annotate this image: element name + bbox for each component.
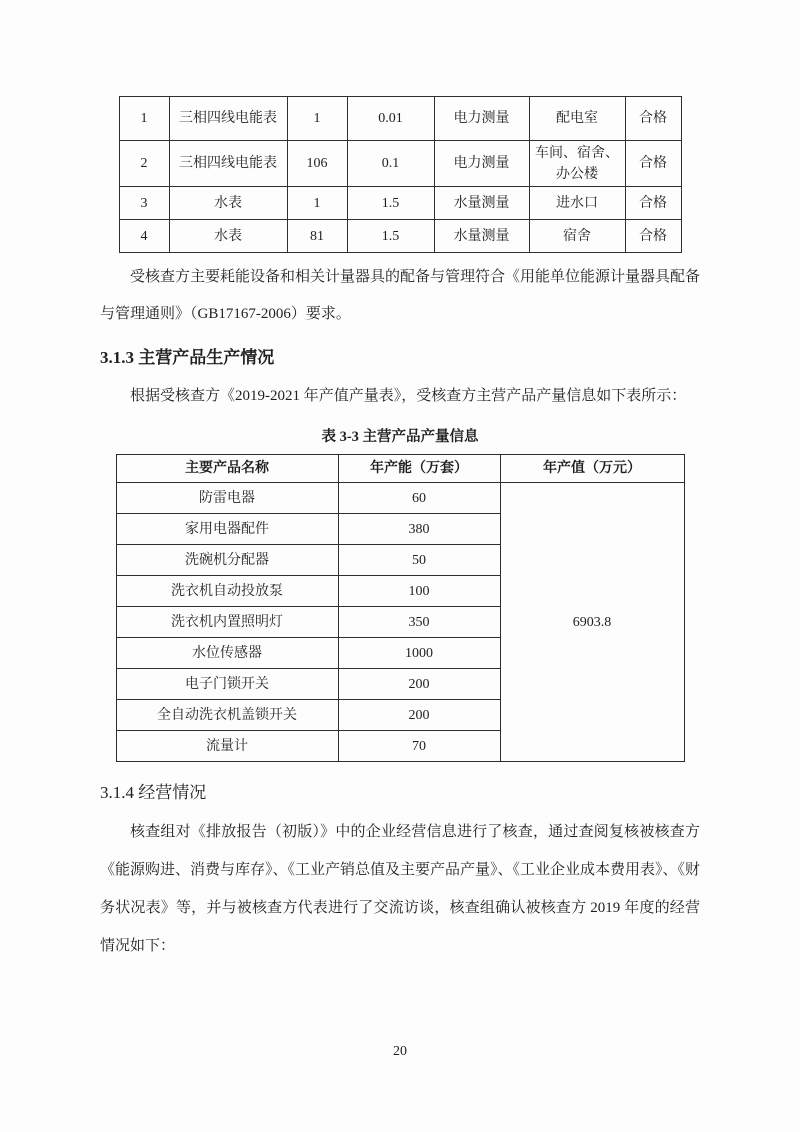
table-row (119, 141, 681, 187)
purpose-cell: 电力测量 (434, 141, 529, 187)
product-name-cell: 电子门锁开关 (116, 669, 338, 700)
table-row (119, 97, 681, 141)
capacity-cell: 50 (338, 545, 500, 576)
product-name-cell: 家用电器配件 (116, 514, 338, 545)
product-name-cell: 流量计 (116, 731, 338, 762)
heading-section-3-1-3: 3.1.3 主营产品生产情况 (100, 348, 275, 367)
product-name-cell: 洗衣机自动投放泵 (116, 576, 338, 607)
capacity-cell: 380 (338, 514, 500, 545)
location-cell: 配电室 (529, 97, 625, 141)
device-name-cell: 三相四线电能表 (169, 141, 287, 187)
quantity-cell: 1 (287, 187, 347, 220)
purpose-cell: 水量测量 (434, 187, 529, 220)
accuracy-cell: 0.01 (347, 97, 434, 141)
result-cell: 合格 (625, 141, 681, 187)
value-header: 年产值（万元） (500, 455, 684, 483)
row-number-cell: 1 (119, 97, 169, 141)
table-3-3-caption: 表 3-3 主营产品产量信息 (321, 429, 479, 445)
capacity-cell: 200 (338, 669, 500, 700)
accuracy-cell: 1.5 (347, 187, 434, 220)
result-cell: 合格 (625, 187, 681, 220)
paragraph-production-intro: 根据受核查方《2019-2021 年产值产量表》，受核查方主营产品产量信息如下表所示： (130, 388, 687, 404)
accuracy-cell: 0.1 (347, 141, 434, 187)
result-cell: 合格 (625, 97, 681, 141)
page-number: 20 (393, 1044, 407, 1059)
purpose-cell: 电力测量 (434, 97, 529, 141)
product-name-cell: 水位传感器 (116, 638, 338, 669)
location-cell: 进水口 (529, 187, 625, 220)
capacity-cell: 200 (338, 700, 500, 731)
row-number-cell: 2 (119, 141, 169, 187)
location-cell: 车间、宿舍、办公楼 (529, 141, 625, 187)
table-header-row (116, 455, 684, 483)
capacity-cell: 100 (338, 576, 500, 607)
location-cell: 宿舍 (529, 220, 625, 253)
production-table (116, 454, 685, 762)
product-name-cell: 全自动洗衣机盖锁开关 (116, 700, 338, 731)
heading-section-3-1-4: 3.1.4 经营情况 (100, 783, 207, 802)
device-name-cell: 三相四线电能表 (169, 97, 287, 141)
row-number-cell: 3 (119, 187, 169, 220)
quantity-cell: 106 (287, 141, 347, 187)
result-cell: 合格 (625, 220, 681, 253)
accuracy-cell: 1.5 (347, 220, 434, 253)
capacity-cell: 60 (338, 483, 500, 514)
quantity-cell: 81 (287, 220, 347, 253)
capacity-cell: 1000 (338, 638, 500, 669)
table-row (116, 483, 684, 514)
device-name-cell: 水表 (169, 220, 287, 253)
product-name-cell: 防雷电器 (116, 483, 338, 514)
annual-value-cell: 6903.8 (500, 483, 684, 762)
table-row (119, 220, 681, 253)
paragraph-metering-compliance: 受核查方主要耗能设备和相关计量器具的配备与管理符合《用能单位能源计量器具配备与管理通则》（GB17167-2006）要求。 (100, 269, 701, 322)
capacity-cell: 70 (338, 731, 500, 762)
paragraph-operation-review: 核查组对《排放报告（初版）》中的企业经营信息进行了核查，通过查阅复核被核查方《能源购进、消费与库存》、《工业产销总值及主要产品产量》、《工业企业成本费用表》、《财务状况表》等，并与被核查方代表进行了交流访谈，核查组确认被核查方 2019 年度的经营情况如下： (100, 824, 701, 954)
device-name-cell: 水表 (169, 187, 287, 220)
purpose-cell: 水量测量 (434, 220, 529, 253)
table-row (119, 187, 681, 220)
page-content (100, 0, 700, 965)
product-name-cell: 洗碗机分配器 (116, 545, 338, 576)
quantity-cell: 1 (287, 97, 347, 141)
product-name-cell: 洗衣机内置照明灯 (116, 607, 338, 638)
row-number-cell: 4 (119, 220, 169, 253)
capacity-header: 年产能（万套） (338, 455, 500, 483)
product-name-header: 主要产品名称 (116, 455, 338, 483)
equipment-metering-table (119, 96, 682, 253)
capacity-cell: 350 (338, 607, 500, 638)
